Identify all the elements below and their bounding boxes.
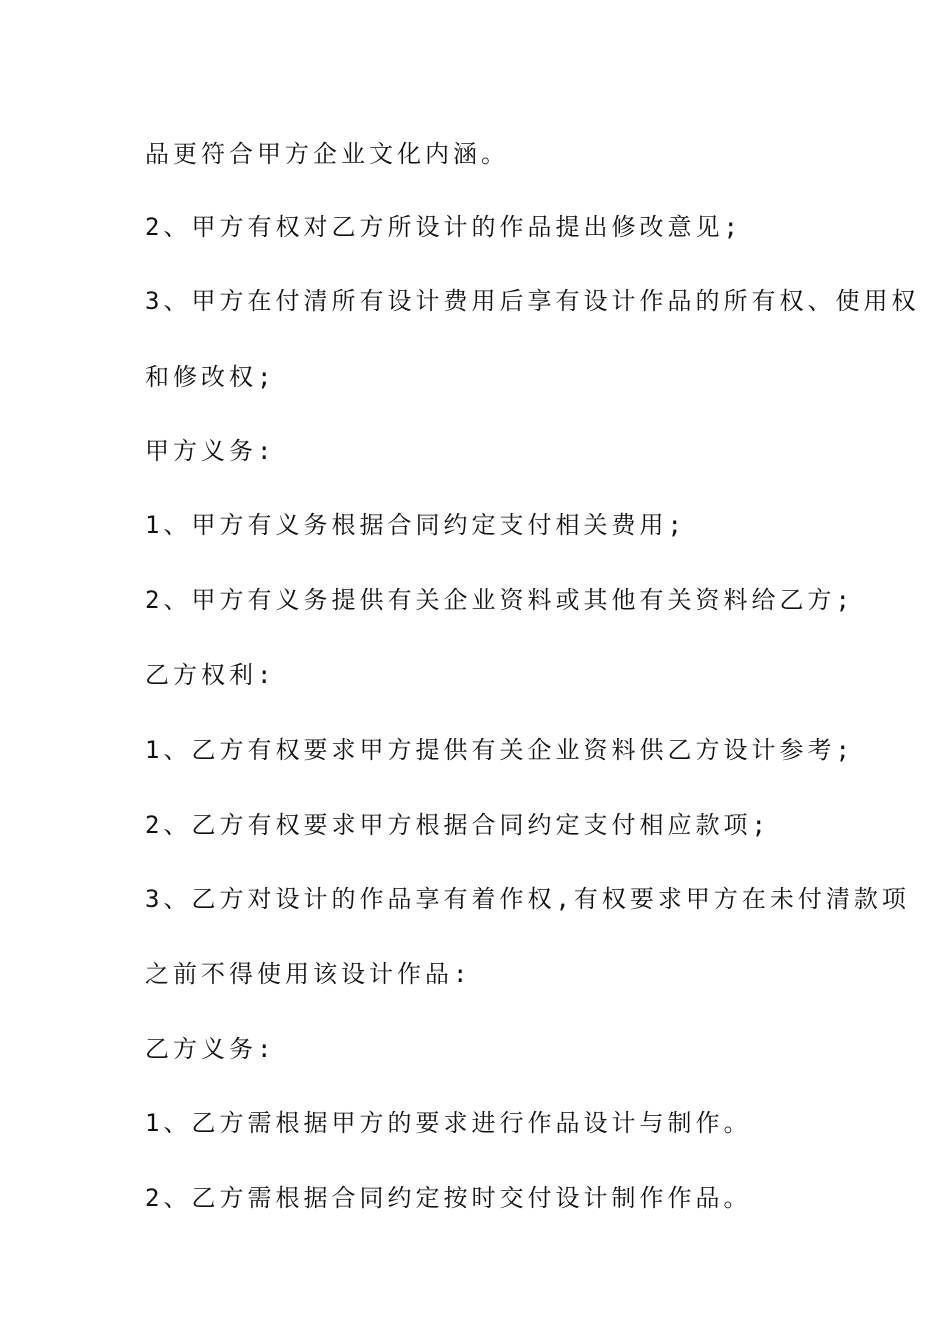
paragraph-line: 之前不得使用该设计作品: [145,960,472,988]
paragraph-line: 1、乙方需根据甲方的要求进行作品设计与制作。 [145,1109,752,1137]
paragraph-line: 3、乙方对设计的作品享有着作权,有权要求甲方在未付清款项 [145,885,910,913]
paragraph-line: 2、甲方有权对乙方所设计的作品提出修改意见; [145,213,742,241]
paragraph-line: 3、甲方在付清所有设计费用后享有设计作品的所有权、使用权 [145,287,920,315]
paragraph-line: 2、甲方有义务提供有关企业资料或其他有关资料给乙方; [145,586,854,614]
paragraph-line: 和修改权; [145,363,276,391]
paragraph-line: 1、乙方有权要求甲方提供有关企业资料供乙方设计参考; [145,736,854,764]
section-heading: 乙方权利: [145,661,276,689]
section-heading: 乙方义务: [145,1035,276,1063]
paragraph-line: 品更符合甲方企业文化内涵。 [145,140,509,168]
paragraph-line: 2、乙方有权要求甲方根据合同约定支付相应款项; [145,811,770,839]
section-heading: 甲方义务: [145,437,276,465]
paragraph-line: 1、甲方有义务根据合同约定支付相关费用; [145,511,686,539]
paragraph-line: 2、乙方需根据合同约定按时交付设计制作作品。 [145,1184,752,1212]
